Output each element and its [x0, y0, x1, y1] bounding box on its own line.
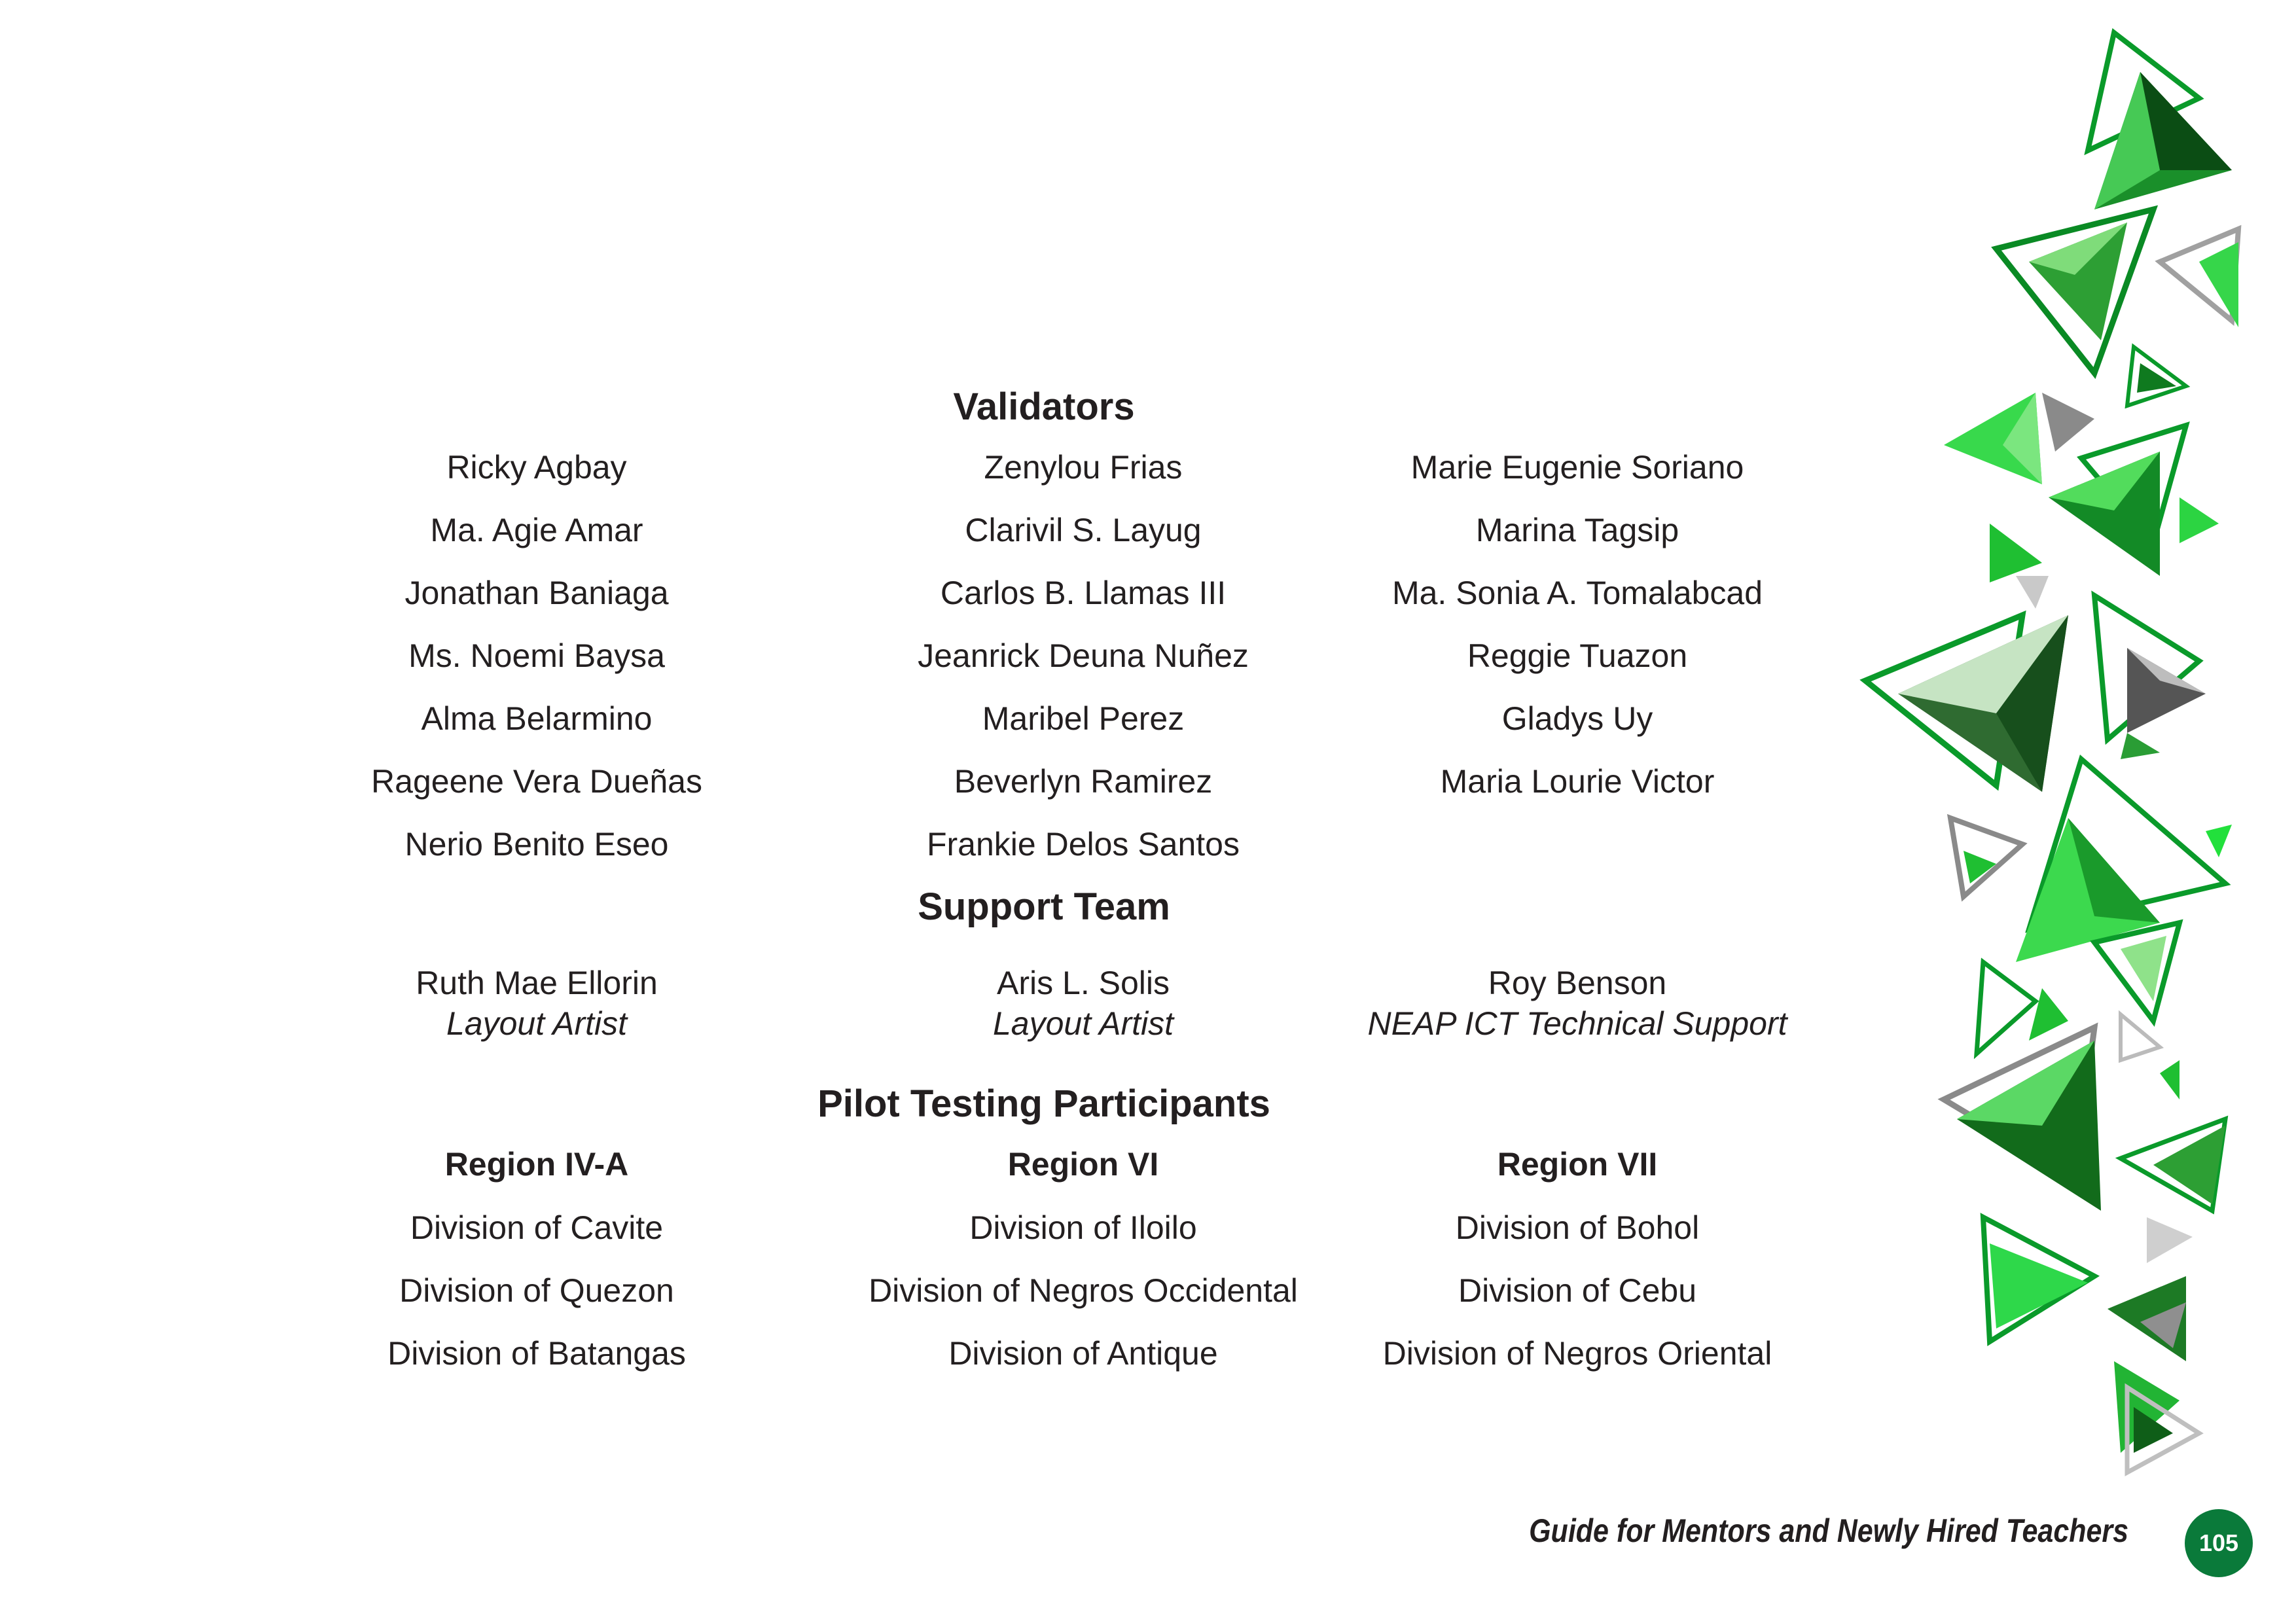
page-number-badge: 105 [2185, 1509, 2253, 1577]
validator-name: Nerio Benito Eseo [404, 826, 669, 863]
division-name: Division of Cebu [1458, 1272, 1697, 1309]
validator-name: Rageene Vera Dueñas [371, 763, 702, 800]
division-name: Division of Bohol [1455, 1209, 1700, 1246]
validator-name: Marina Tagsip [1475, 512, 1679, 548]
support-member-name: Ruth Mae Ellorin [416, 965, 658, 1001]
support-member-role: Layout Artist [992, 1005, 1174, 1042]
region-name: Region VI [1007, 1146, 1159, 1183]
validator-name: Frankie Delos Santos [926, 826, 1240, 863]
pilot-testing-heading: Pilot Testing Participants [817, 1082, 1270, 1125]
support-team-heading: Support Team [918, 885, 1170, 928]
region-name: Region VII [1497, 1146, 1658, 1183]
division-name: Division of Quezon [399, 1272, 674, 1309]
support-member-role: Layout Artist [446, 1005, 628, 1042]
division-name: Division of Antique [948, 1335, 1218, 1372]
validator-name: Maria Lourie Victor [1440, 763, 1715, 800]
support-member-name: Aris L. Solis [997, 965, 1170, 1001]
validator-name: Ms. Noemi Baysa [408, 637, 665, 674]
validator-name: Carlos B. Llamas III [940, 575, 1227, 611]
validator-name: Jonathan Baniaga [404, 575, 669, 611]
support-member-name: Roy Benson [1488, 965, 1667, 1001]
region-name: Region IV-A [444, 1146, 629, 1183]
division-name: Division of Negros Occidental [869, 1272, 1298, 1309]
division-name: Division of Iloilo [969, 1209, 1197, 1246]
validator-name: Jeanrick Deuna Nuñez [918, 637, 1249, 674]
validator-name: Reggie Tuazon [1467, 637, 1688, 674]
validator-name: Gladys Uy [1501, 700, 1653, 737]
triangle-shape-group [1865, 33, 2238, 1472]
division-name: Division of Cavite [410, 1209, 664, 1246]
validator-name: Ricky Agbay [446, 449, 627, 486]
validator-name: Maribel Perez [982, 700, 1185, 737]
footer-title: Guide for Mentors and Newly Hired Teachers [1529, 1512, 2128, 1549]
validator-name: Clarivil S. Layug [965, 512, 1202, 548]
validator-name: Ma. Sonia A. Tomalabcad [1391, 575, 1763, 611]
validator-name: Beverlyn Ramirez [954, 763, 1213, 800]
division-name: Division of Negros Oriental [1382, 1335, 1772, 1372]
validator-name: Marie Eugenie Soriano [1410, 449, 1744, 486]
validator-name: Alma Belarmino [421, 700, 653, 737]
validators-heading: Validators [953, 385, 1135, 428]
support-member-role: NEAP ICT Technical Support [1367, 1005, 1787, 1042]
validator-name: Zenylou Frias [984, 449, 1183, 486]
validator-name: Ma. Agie Amar [430, 512, 643, 548]
division-name: Division of Batangas [387, 1335, 686, 1372]
